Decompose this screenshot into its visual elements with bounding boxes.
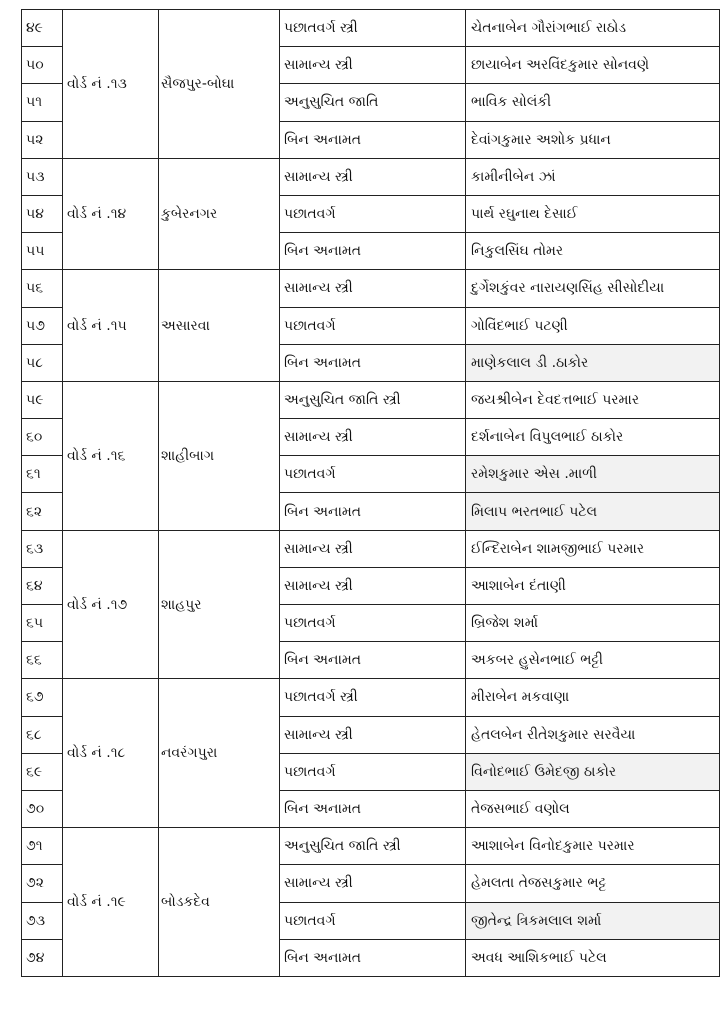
candidate-name: ભાવિક સોલંકી bbox=[466, 84, 720, 121]
ward-candidate-table bbox=[21, 9, 720, 977]
seat-number: ૬૫ bbox=[22, 605, 63, 642]
reservation-category: બિન અનામત bbox=[280, 233, 466, 270]
reservation-category: સામાન્ય સ્ત્રી bbox=[280, 158, 466, 195]
candidate-name: તેજસભાઈ વણોલ bbox=[466, 790, 720, 827]
ward-number: વોર્ડ નં .૧૯ bbox=[63, 828, 159, 977]
reservation-category: બિન અનામત bbox=[280, 939, 466, 976]
reservation-category: પછાતવર્ગ bbox=[280, 307, 466, 344]
candidate-name: વિનોદભાઈ ઉમેદજી ઠાકોર bbox=[466, 753, 720, 790]
reservation-category: પછાતવર્ગ સ્ત્રી bbox=[280, 679, 466, 716]
seat-number: ૬૩ bbox=[22, 530, 63, 567]
candidate-name: કામીનીબેન ઝાં bbox=[466, 158, 720, 195]
reservation-category: પછાતવર્ગ bbox=[280, 605, 466, 642]
candidate-name: મીરાબેન મકવાણા bbox=[466, 679, 720, 716]
seat-number: ૫૨ bbox=[22, 121, 63, 158]
reservation-category: સામાન્ય સ્ત્રી bbox=[280, 567, 466, 604]
seat-number: ૭૧ bbox=[22, 828, 63, 865]
candidate-name: ઈન્દિરાબેન શામજીભાઈ પરમાર bbox=[466, 530, 720, 567]
table-row bbox=[22, 270, 720, 307]
candidate-name: હેતલબેન રીતેશકુમાર સરવૈયા bbox=[466, 716, 720, 753]
candidate-name: ચેતનાબેન ગૌરાંગભાઈ રાઠોડ bbox=[466, 10, 720, 47]
reservation-category: અનુસુચિત જાતિ સ્ત્રી bbox=[280, 828, 466, 865]
ward-number: વોર્ડ નં .૧૬ bbox=[63, 381, 159, 530]
seat-number: ૫૪ bbox=[22, 195, 63, 232]
reservation-category: બિન અનામત bbox=[280, 642, 466, 679]
seat-number: ૭૪ bbox=[22, 939, 63, 976]
table-row bbox=[22, 828, 720, 865]
seat-number: ૭૩ bbox=[22, 902, 63, 939]
seat-number: ૫૧ bbox=[22, 84, 63, 121]
reservation-category: સામાન્ય સ્ત્રી bbox=[280, 270, 466, 307]
candidate-name: પાર્થ રઘુનાથ દેસાઈ bbox=[466, 195, 720, 232]
reservation-category: પછાતવર્ગ bbox=[280, 456, 466, 493]
reservation-category: અનુસુચિત જાતિ bbox=[280, 84, 466, 121]
candidate-name: છાયાબેન અરવિંદકુમાર સોનવણે bbox=[466, 47, 720, 84]
candidate-name: માણેકલાલ ડી .ઠાકોર bbox=[466, 344, 720, 381]
seat-number: ૬૨ bbox=[22, 493, 63, 530]
seat-number: ૬૮ bbox=[22, 716, 63, 753]
ward-area-name: અસારવા bbox=[159, 270, 280, 382]
candidate-name: આશાબેન દંતાણી bbox=[466, 567, 720, 604]
candidate-name: અકબર હુસેનભાઈ ભટ્ટી bbox=[466, 642, 720, 679]
ward-number: વોર્ડ નં .૧૫ bbox=[63, 270, 159, 382]
ward-area-name: બોડકદેવ bbox=[159, 828, 280, 977]
ward-area-name: સૈજપુર-બોઘા bbox=[159, 10, 280, 159]
ward-number: વોર્ડ નં .૧૪ bbox=[63, 158, 159, 270]
seat-number: ૫૮ bbox=[22, 344, 63, 381]
seat-number: ૭૨ bbox=[22, 865, 63, 902]
reservation-category: પછાતવર્ગ સ્ત્રી bbox=[280, 10, 466, 47]
ward-area-name: શાહીબાગ bbox=[159, 381, 280, 530]
seat-number: ૫૭ bbox=[22, 307, 63, 344]
seat-number: ૬૯ bbox=[22, 753, 63, 790]
table-row bbox=[22, 679, 720, 716]
seat-number: ૫૬ bbox=[22, 270, 63, 307]
ward-area-name: નવરંગપુરા bbox=[159, 679, 280, 828]
seat-number: ૫૩ bbox=[22, 158, 63, 195]
reservation-category: સામાન્ય સ્ત્રી bbox=[280, 419, 466, 456]
seat-number: ૫૫ bbox=[22, 233, 63, 270]
seat-number: ૭૦ bbox=[22, 790, 63, 827]
reservation-category: બિન અનામત bbox=[280, 790, 466, 827]
seat-number: ૬૬ bbox=[22, 642, 63, 679]
reservation-category: બિન અનામત bbox=[280, 344, 466, 381]
table-row bbox=[22, 10, 720, 47]
seat-number: ૬૪ bbox=[22, 567, 63, 604]
ward-area-name: કુબેરનગર bbox=[159, 158, 280, 270]
seat-number: ૬૭ bbox=[22, 679, 63, 716]
candidate-name: રમેશકુમાર એસ .માળી bbox=[466, 456, 720, 493]
seat-number: ૬૧ bbox=[22, 456, 63, 493]
candidate-name: દર્શનાબેન વિપુલભાઈ ઠાકોર bbox=[466, 419, 720, 456]
candidate-name: ગોવિંદભાઈ પટણી bbox=[466, 307, 720, 344]
reservation-category: સામાન્ય સ્ત્રી bbox=[280, 865, 466, 902]
reservation-category: બિન અનામત bbox=[280, 493, 466, 530]
table-row bbox=[22, 158, 720, 195]
reservation-category: પછાતવર્ગ bbox=[280, 753, 466, 790]
candidate-name: બ્રિજેશ શર્મા bbox=[466, 605, 720, 642]
table-row bbox=[22, 530, 720, 567]
candidate-name: જયશ્રીબેન દેવદત્તભાઈ પરમાર bbox=[466, 381, 720, 418]
table-row bbox=[22, 381, 720, 418]
ward-area-name: શાહપુર bbox=[159, 530, 280, 679]
reservation-category: પછાતવર્ગ bbox=[280, 902, 466, 939]
seat-number: ૫૯ bbox=[22, 381, 63, 418]
seat-number: ૬૦ bbox=[22, 419, 63, 456]
ward-number: વોર્ડ નં .૧૭ bbox=[63, 530, 159, 679]
seat-number: ૫૦ bbox=[22, 47, 63, 84]
reservation-category: અનુસુચિત જાતિ સ્ત્રી bbox=[280, 381, 466, 418]
reservation-category: બિન અનામત bbox=[280, 121, 466, 158]
candidate-name: દેવાંગકુમાર અશોક પ્રધાન bbox=[466, 121, 720, 158]
seat-number: ૪૯ bbox=[22, 10, 63, 47]
candidate-name: નિકુલસિંઘ તોમર bbox=[466, 233, 720, 270]
candidate-name: હેમલતા તેજસકુમાર ભટ્ટ bbox=[466, 865, 720, 902]
reservation-category: પછાતવર્ગ bbox=[280, 195, 466, 232]
reservation-category: સામાન્ય સ્ત્રી bbox=[280, 716, 466, 753]
ward-number: વોર્ડ નં .૧૩ bbox=[63, 10, 159, 159]
candidate-name: જીતેન્દ્ર ત્રિકમલાલ શર્મા bbox=[466, 902, 720, 939]
reservation-category: સામાન્ય સ્ત્રી bbox=[280, 47, 466, 84]
ward-number: વોર્ડ નં .૧૮ bbox=[63, 679, 159, 828]
candidate-name: મિલાપ ભરતભાઈ પટેલ bbox=[466, 493, 720, 530]
candidate-name: દુર્ગેશકુંવર નારાયણસિંહ સીસોદીયા bbox=[466, 270, 720, 307]
candidate-name: આશાબેન વિનોદકુમાર પરમાર bbox=[466, 828, 720, 865]
reservation-category: સામાન્ય સ્ત્રી bbox=[280, 530, 466, 567]
candidate-name: અવધ આશિકભાઈ પટેલ bbox=[466, 939, 720, 976]
